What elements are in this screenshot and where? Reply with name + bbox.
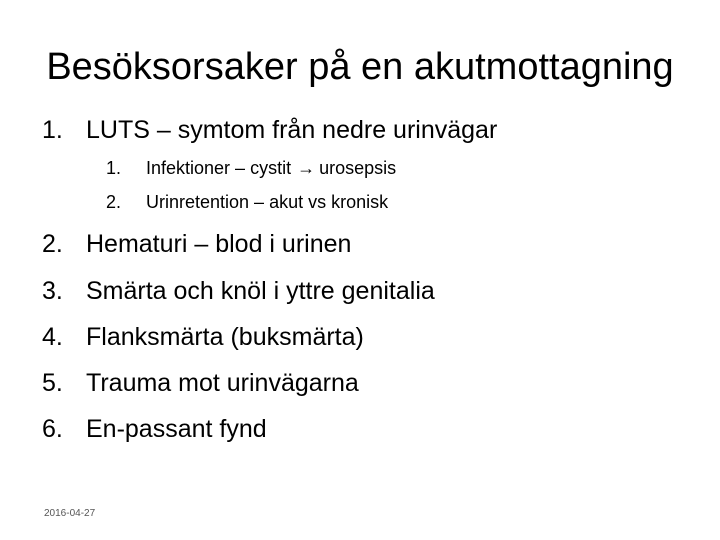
sub-list-item-number: 2. [106, 192, 122, 212]
list-item [42, 322, 682, 352]
list-item [42, 276, 682, 306]
sub-list-item-text: Urinretention – akut vs kronisk [146, 192, 389, 212]
list-item-text: En-passant fynd [86, 415, 267, 443]
list-item-number: 4. [42, 323, 63, 351]
sub-list-item-text-before: Infektioner – cystit [146, 158, 292, 178]
list-item [42, 368, 682, 398]
list-item [42, 115, 682, 145]
list-item-text: Smärta och knöl i yttre genitalia [86, 277, 435, 305]
list-item-text: Hematuri – blod i urinen [86, 230, 352, 258]
list-item [42, 414, 682, 444]
sub-list-item [106, 157, 666, 179]
arrow-right-icon: → [297, 158, 316, 178]
list-item-number: 6. [42, 415, 63, 443]
sub-list-item-text [146, 157, 396, 179]
sub-list-item-number: 1. [106, 158, 122, 178]
list-item-number: 5. [42, 369, 63, 397]
list-item-number: 2. [42, 230, 63, 258]
sub-list-item-text-after: urosepsis [319, 158, 397, 178]
sub-list-item [106, 191, 666, 213]
list-item-number: 3. [42, 277, 63, 305]
list-item [42, 229, 682, 259]
slide-date: 2016-04-27 [44, 508, 96, 519]
list-item-text: Trauma mot urinvägarna [86, 369, 359, 397]
list-item-text: Flanksmärta (buksmärta) [86, 323, 364, 351]
list-item-text: LUTS – symtom från nedre urinvägar [86, 116, 498, 144]
list-item-number: 1. [42, 116, 63, 144]
slide-title: Besöksorsaker på en akutmottagning [46, 46, 674, 88]
